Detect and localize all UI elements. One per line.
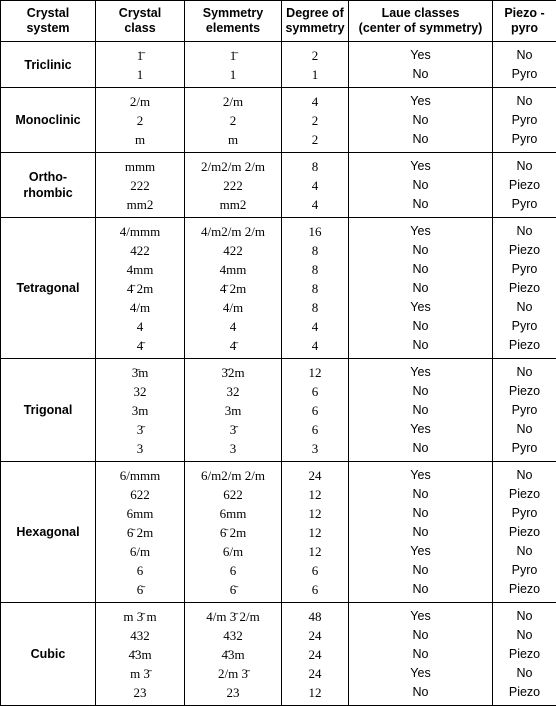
degree-of-symmetry-cell [282, 42, 349, 88]
degree-of-symmetry-value: 6 [312, 401, 319, 420]
laue-class-cell [349, 153, 493, 218]
symmetry-elements-value: 2/m 3̄ [218, 664, 248, 683]
symmetry-elements-value: 3 [230, 439, 237, 458]
symmetry-elements-value: 222 [223, 176, 243, 195]
crystal-system-cell [1, 88, 96, 153]
piezo-pyro-value: Pyro [512, 65, 538, 84]
piezo-pyro-value: Pyro [512, 439, 538, 458]
degree-of-symmetry-value: 4 [312, 317, 319, 336]
laue-class-value: Yes [410, 157, 430, 176]
header-laue-classes: Laue classes (center of symmetry) [349, 1, 493, 42]
piezo-pyro-value: No [517, 466, 533, 485]
symmetry-elements-value: 6/m [223, 542, 243, 561]
crystal-class-value: 4mm [127, 260, 154, 279]
crystal-class-value: m [135, 130, 145, 149]
degree-of-symmetry-value: 12 [309, 683, 322, 702]
degree-of-symmetry-value: 4 [312, 92, 319, 111]
crystal-class-cell [96, 359, 185, 462]
crystal-class-cell [96, 42, 185, 88]
piezo-pyro-value: No [517, 363, 533, 382]
crystal-system-label: Ortho- rhombic [23, 170, 72, 200]
laue-class-value: Yes [410, 542, 430, 561]
crystal-system-label: Triclinic [24, 58, 71, 72]
crystal-class-value: 23 [134, 683, 147, 702]
laue-class-value: No [413, 485, 429, 504]
laue-class-cell [349, 218, 493, 359]
crystal-system-cell [1, 462, 96, 603]
piezo-pyro-value: Pyro [512, 401, 538, 420]
degree-of-symmetry-cell [282, 359, 349, 462]
crystal-class-value: m 3̄ m [123, 607, 156, 626]
symmetry-elements-value: 4/m 3̄ 2/m [206, 607, 259, 626]
crystal-class-cell [96, 462, 185, 603]
laue-class-value: No [413, 645, 429, 664]
degree-of-symmetry-value: 4 [312, 336, 319, 355]
symmetry-elements-cell [185, 359, 282, 462]
crystal-class-value: 4̄ 2m [127, 279, 153, 298]
piezo-pyro-value: Pyro [512, 561, 538, 580]
laue-class-value: No [413, 580, 429, 599]
piezo-pyro-value: Piezo [509, 279, 540, 298]
crystal-class-value: 6mm [127, 504, 154, 523]
laue-class-value: No [413, 683, 429, 702]
piezo-pyro-value: Piezo [509, 683, 540, 702]
degree-of-symmetry-value: 12 [309, 485, 322, 504]
crystal-system-label: Trigonal [24, 403, 73, 417]
symmetry-elements-value: 2/m [223, 92, 243, 111]
header-piezo-pyro: Piezo - pyro [493, 1, 556, 42]
symmetry-elements-value: 6̄ 2m [220, 523, 246, 542]
crystal-class-value: 4̄3m [128, 645, 151, 664]
laue-class-value: No [413, 130, 429, 149]
laue-class-cell [349, 42, 493, 88]
degree-of-symmetry-value: 24 [309, 466, 322, 485]
degree-of-symmetry-value: 12 [309, 504, 322, 523]
crystal-class-value: 4/mmm [120, 222, 160, 241]
symmetry-elements-value: 4/m [223, 298, 243, 317]
piezo-pyro-value: Piezo [509, 176, 540, 195]
crystal-class-value: 32 [134, 382, 147, 401]
table-row [1, 153, 556, 218]
piezo-pyro-value: Piezo [509, 382, 540, 401]
piezo-pyro-value: Piezo [509, 645, 540, 664]
symmetry-elements-value: 1̄ [230, 46, 237, 65]
piezo-pyro-value: Piezo [509, 580, 540, 599]
laue-class-value: No [413, 195, 429, 214]
crystal-system-cell [1, 359, 96, 462]
crystal-class-value: 3̄m [132, 363, 149, 382]
table-row [1, 42, 556, 88]
piezo-pyro-value: Pyro [512, 111, 538, 130]
symmetry-elements-value: 6/m2/m 2/m [201, 466, 265, 485]
symmetry-elements-value: 4/m2/m 2/m [201, 222, 265, 241]
piezo-pyro-value: Piezo [509, 485, 540, 504]
laue-class-value: No [413, 626, 429, 645]
degree-of-symmetry-cell [282, 218, 349, 359]
piezo-pyro-value: No [517, 420, 533, 439]
degree-of-symmetry-value: 8 [312, 241, 319, 260]
laue-class-value: No [413, 401, 429, 420]
header-symmetry-elements: Symmetry elements [185, 1, 282, 42]
laue-class-value: No [413, 317, 429, 336]
crystal-class-value: 422 [130, 241, 150, 260]
crystal-class-cell [96, 603, 185, 706]
crystal-system-label: Monoclinic [15, 113, 80, 127]
symmetry-elements-cell [185, 603, 282, 706]
laue-class-value: Yes [410, 420, 430, 439]
symmetry-elements-value: 23 [227, 683, 240, 702]
degree-of-symmetry-value: 4 [312, 176, 319, 195]
laue-class-value: No [413, 176, 429, 195]
degree-of-symmetry-value: 24 [309, 645, 322, 664]
piezo-pyro-cell [493, 42, 556, 88]
symmetry-elements-value: 432 [223, 626, 243, 645]
degree-of-symmetry-value: 6 [312, 420, 319, 439]
piezo-pyro-cell [493, 153, 556, 218]
header-degree-of-symmetry: Degree of symmetry [282, 1, 349, 42]
degree-of-symmetry-value: 3 [312, 439, 319, 458]
laue-class-value: Yes [410, 46, 430, 65]
crystal-class-cell [96, 88, 185, 153]
laue-class-cell [349, 88, 493, 153]
piezo-pyro-value: No [517, 92, 533, 111]
crystal-class-value: 4 [137, 317, 144, 336]
symmetry-elements-cell [185, 88, 282, 153]
crystal-class-value: 1 [137, 65, 144, 84]
piezo-pyro-cell [493, 88, 556, 153]
laue-class-value: No [413, 504, 429, 523]
symmetry-elements-value: 2/m2/m 2/m [201, 157, 265, 176]
degree-of-symmetry-value: 12 [309, 523, 322, 542]
crystal-system-label: Hexagonal [16, 525, 79, 539]
laue-class-value: No [413, 439, 429, 458]
laue-class-value: No [413, 382, 429, 401]
crystal-class-value: 3m [132, 401, 149, 420]
crystal-class-value: 6̄ [137, 580, 144, 599]
laue-class-value: Yes [410, 298, 430, 317]
degree-of-symmetry-value: 16 [309, 222, 322, 241]
degree-of-symmetry-value: 2 [312, 111, 319, 130]
crystal-system-cell [1, 603, 96, 706]
table-row [1, 359, 556, 462]
laue-class-value: Yes [410, 92, 430, 111]
degree-of-symmetry-value: 6 [312, 561, 319, 580]
crystal-class-cell [96, 218, 185, 359]
laue-class-value: Yes [410, 222, 430, 241]
header-crystal-class: Crystal class [96, 1, 185, 42]
piezo-pyro-cell [493, 462, 556, 603]
crystal-class-value: mmm [125, 157, 155, 176]
piezo-pyro-value: No [517, 157, 533, 176]
degree-of-symmetry-value: 24 [309, 664, 322, 683]
piezo-pyro-value: Piezo [509, 241, 540, 260]
symmetry-elements-value: 6mm [220, 504, 247, 523]
crystal-system-label: Tetragonal [17, 281, 80, 295]
crystal-class-value: m 3̄ [130, 664, 150, 683]
degree-of-symmetry-cell [282, 153, 349, 218]
symmetry-elements-value: 422 [223, 241, 243, 260]
laue-class-value: Yes [410, 466, 430, 485]
symmetry-elements-value: 32 [227, 382, 240, 401]
degree-of-symmetry-value: 6 [312, 580, 319, 599]
laue-class-value: No [413, 241, 429, 260]
degree-of-symmetry-cell [282, 88, 349, 153]
piezo-pyro-value: Piezo [509, 336, 540, 355]
degree-of-symmetry-cell [282, 603, 349, 706]
piezo-pyro-value: Pyro [512, 130, 538, 149]
piezo-pyro-value: No [517, 626, 533, 645]
crystal-class-cell [96, 153, 185, 218]
crystal-system-cell [1, 153, 96, 218]
laue-class-cell [349, 462, 493, 603]
laue-class-value: Yes [410, 363, 430, 382]
degree-of-symmetry-value: 2 [312, 130, 319, 149]
symmetry-elements-value: 2 [230, 111, 237, 130]
symmetry-elements-cell [185, 153, 282, 218]
degree-of-symmetry-value: 2 [312, 46, 319, 65]
table-row [1, 462, 556, 603]
crystal-class-value: 622 [130, 485, 150, 504]
degree-of-symmetry-value: 48 [309, 607, 322, 626]
crystal-class-value: 1̄ [137, 46, 144, 65]
piezo-pyro-value: No [517, 46, 533, 65]
symmetry-elements-value: 4mm [220, 260, 247, 279]
crystal-class-value: 222 [130, 176, 150, 195]
symmetry-elements-cell [185, 462, 282, 603]
piezo-pyro-value: Pyro [512, 504, 538, 523]
symmetry-elements-cell [185, 218, 282, 359]
crystal-class-value: 4̄ [137, 336, 144, 355]
piezo-pyro-value: No [517, 298, 533, 317]
crystal-class-value: 3 [137, 439, 144, 458]
symmetry-elements-value: 6̄ [230, 580, 237, 599]
crystal-class-value: 432 [130, 626, 150, 645]
crystal-class-value: 4/m [130, 298, 150, 317]
crystal-class-value: mm2 [127, 195, 154, 214]
symmetry-elements-value: 4̄ 2m [220, 279, 246, 298]
piezo-pyro-cell [493, 603, 556, 706]
crystal-class-value: 6̄ 2m [127, 523, 153, 542]
crystal-class-value: 6/m [130, 542, 150, 561]
symmetry-elements-value: m [228, 130, 238, 149]
degree-of-symmetry-value: 6 [312, 382, 319, 401]
piezo-pyro-cell [493, 218, 556, 359]
table-row [1, 88, 556, 153]
symmetry-elements-value: 1 [230, 65, 237, 84]
degree-of-symmetry-value: 8 [312, 298, 319, 317]
degree-of-symmetry-value: 8 [312, 157, 319, 176]
laue-class-value: No [413, 523, 429, 542]
laue-class-value: No [413, 111, 429, 130]
laue-class-value: No [413, 336, 429, 355]
symmetry-elements-value: mm2 [220, 195, 247, 214]
header-crystal-system: Crystal system [1, 1, 96, 42]
crystal-class-value: 2/m [130, 92, 150, 111]
crystal-class-value: 6/mmm [120, 466, 160, 485]
piezo-pyro-cell [493, 359, 556, 462]
symmetry-elements-value: 4̄ [230, 336, 237, 355]
symmetry-elements-value: 3̄2m [221, 363, 244, 382]
degree-of-symmetry-value: 8 [312, 279, 319, 298]
table-header-row [1, 1, 556, 42]
degree-of-symmetry-value: 8 [312, 260, 319, 279]
symmetry-elements-value: 622 [223, 485, 243, 504]
piezo-pyro-value: Pyro [512, 317, 538, 336]
laue-class-value: No [413, 260, 429, 279]
symmetry-elements-cell [185, 42, 282, 88]
laue-class-cell [349, 359, 493, 462]
degree-of-symmetry-value: 12 [309, 363, 322, 382]
degree-of-symmetry-value: 1 [312, 65, 319, 84]
crystal-system-cell [1, 42, 96, 88]
table-row [1, 218, 556, 359]
laue-class-value: Yes [410, 664, 430, 683]
piezo-pyro-value: No [517, 607, 533, 626]
crystal-class-value: 2 [137, 111, 144, 130]
piezo-pyro-value: No [517, 664, 533, 683]
laue-class-value: Yes [410, 607, 430, 626]
symmetry-elements-value: 4 [230, 317, 237, 336]
piezo-pyro-value: Piezo [509, 523, 540, 542]
degree-of-symmetry-value: 12 [309, 542, 322, 561]
laue-class-value: No [413, 279, 429, 298]
crystal-system-label: Cubic [31, 647, 66, 661]
piezo-pyro-value: No [517, 542, 533, 561]
laue-class-value: No [413, 561, 429, 580]
crystal-class-value: 3̄ [137, 420, 144, 439]
table-body [1, 42, 556, 706]
table-row [1, 603, 556, 706]
laue-class-value: No [413, 65, 429, 84]
piezo-pyro-value: Pyro [512, 195, 538, 214]
laue-class-cell [349, 603, 493, 706]
crystal-class-value: 6 [137, 561, 144, 580]
symmetry-elements-value: 3̄ [230, 420, 237, 439]
piezo-pyro-value: No [517, 222, 533, 241]
crystal-system-cell [1, 218, 96, 359]
symmetry-elements-value: 3m [225, 401, 242, 420]
piezo-pyro-value: Pyro [512, 260, 538, 279]
degree-of-symmetry-value: 24 [309, 626, 322, 645]
degree-of-symmetry-value: 4 [312, 195, 319, 214]
degree-of-symmetry-cell [282, 462, 349, 603]
symmetry-elements-value: 6 [230, 561, 237, 580]
symmetry-elements-value: 4̄3m [221, 645, 244, 664]
